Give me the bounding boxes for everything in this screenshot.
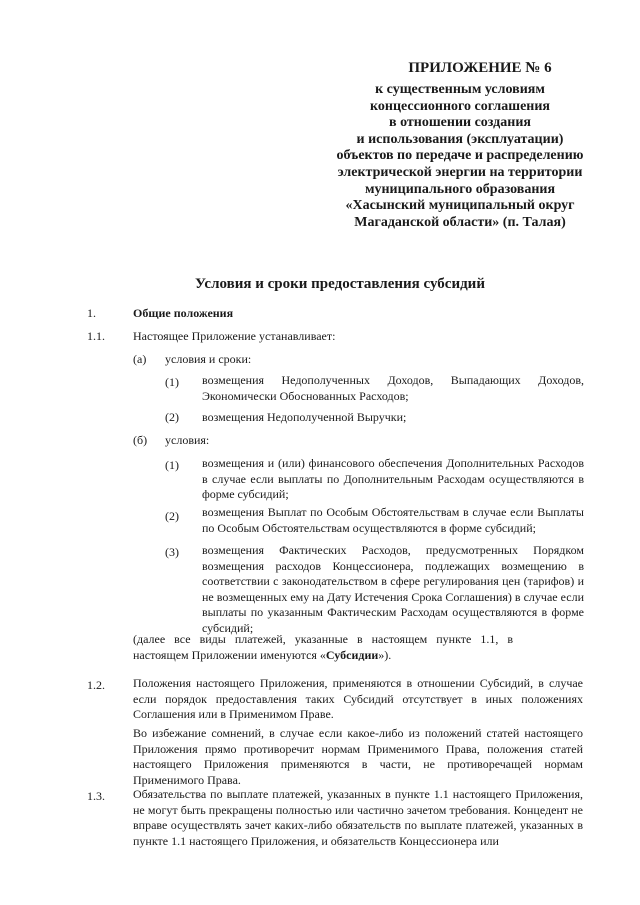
- paragraph-text: Положения настоящего Приложения, применяются в отношении Субсидий, в случае если порядок предоставления таких Субсидий отсутствует в иных положениях Соглашения или в Применимом Праве.: [133, 676, 583, 721]
- paragraph-number: 1.2.: [87, 678, 105, 692]
- appendix-subtitle: [290, 82, 630, 231]
- paragraph-number: 1.3.: [87, 789, 105, 803]
- appendix-subtitle-line: концессионного соглашения: [370, 98, 550, 114]
- sublist-item-text: возмещения Недополученной Выручки;: [202, 410, 407, 424]
- paragraph-text: Обязательства по выплате платежей, указанных в пункте 1.1 настоящего Приложения, не могут быть прекращены полностью или частично зачетом требования. Концедент не вправе осуществлять зачет каких-либо обязательств по выплате платежей, указанных в пункте 1.1 настоящего Приложения, и обязательств Концессионера или: [133, 787, 583, 848]
- appendix-subtitle-line: объектов по передаче и распределению: [336, 148, 584, 164]
- list-marker: (б): [133, 433, 148, 447]
- list-marker: (а): [133, 352, 147, 366]
- appendix-subtitle-line: к существенным условиям: [375, 82, 545, 97]
- sublist-marker: (2): [165, 509, 179, 523]
- paragraph-number: 1.1.: [87, 329, 105, 343]
- sublist-item-text: возмещения Недополученных Доходов, Выпадающих Доходов, Экономически Обоснованных Расходов;: [202, 373, 584, 403]
- definition-note: [133, 632, 513, 663]
- defined-term: Субсидии: [325, 647, 379, 662]
- paragraph-text: Настоящее Приложение устанавливает:: [133, 329, 336, 343]
- sublist-marker: (1): [165, 458, 179, 472]
- appendix-subtitle-line: и использования (эксплуатации): [356, 131, 564, 147]
- appendix-title: ПРИЛОЖЕНИЕ № 6: [408, 60, 552, 76]
- sublist-item-text: возмещения Выплат по Особым Обстоятельствам в случае если Выплаты по Особым Обстоятельствам осуществляются в форме субсидий;: [202, 505, 584, 535]
- paragraph-text: Во избежание сомнений, в случае если какое-либо из положений статей настоящего Приложения прямо противоречит нормам Применимого Права, положения статей настоящего Приложения применяются в части, не противоречащей нормам Применимого Права.: [133, 726, 583, 787]
- sublist-marker: (1): [165, 375, 179, 389]
- section-title: Общие положения: [133, 306, 234, 320]
- sublist-item-text: возмещения Фактических Расходов, предусмотренных Порядком возмещения расходов Концессионера, подлежащих возмещению в соответствии с законодательством в сфере регулирования цен (тарифов) и не возмещенных ему на Дату Истечения Срока Соглашения) в случае если выплаты по указанным Фактическим Расходам осуществляются в форме субсидий;: [202, 543, 584, 635]
- document-title: Условия и сроки предоставления субсидий: [195, 276, 485, 292]
- list-item-text: условия и сроки:: [165, 352, 252, 366]
- definition-note-end: »).: [378, 647, 392, 662]
- appendix-subtitle-line: электрической энергии на территории: [337, 164, 583, 180]
- section-number: 1.: [87, 306, 96, 320]
- appendix-subtitle-line: «Хасынский муниципальный округ: [345, 198, 575, 214]
- appendix-subtitle-line: Магаданской области» (п. Талая): [354, 214, 566, 230]
- appendix-subtitle-line: муниципального образования: [364, 181, 556, 197]
- list-item-text: условия:: [165, 433, 210, 447]
- sublist-marker: (2): [165, 410, 179, 424]
- sublist-item-text: возмещения и (или) финансового обеспечения Дополнительных Расходов в случае если выплаты по Дополнительным Расходам осуществляются в форме субсидий;: [202, 456, 584, 501]
- appendix-subtitle-line: в отношении создания: [389, 115, 531, 131]
- definition-note-text: (далее все виды платежей, указанные в настоящем пункте 1.1, в настоящем Приложении именуются «: [133, 632, 513, 662]
- sublist-marker: (3): [165, 545, 179, 559]
